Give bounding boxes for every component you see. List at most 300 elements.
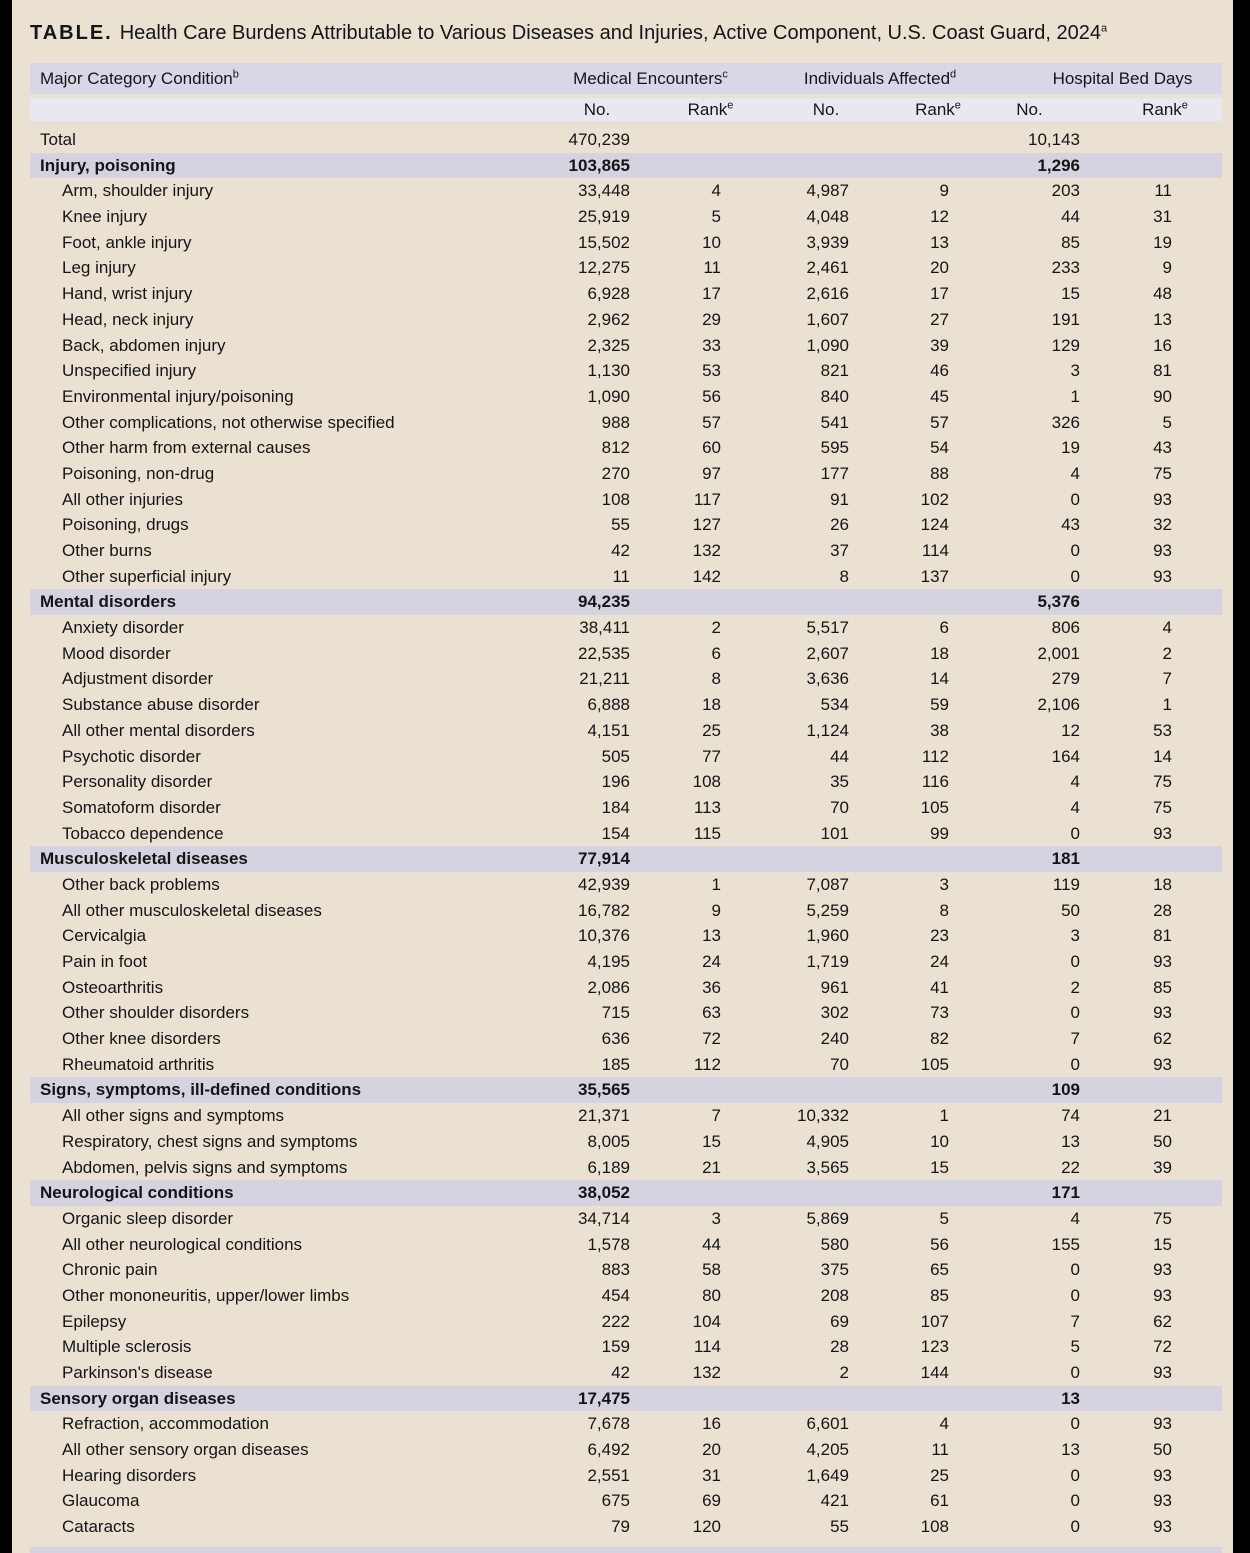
individuals-affected-rank-cell: 25 [930, 1465, 949, 1485]
individuals-affected-rank-cell: 15 [930, 1157, 949, 1177]
table-row-item [30, 1257, 1222, 1283]
table-row-item [30, 1283, 1222, 1309]
table-row-item [30, 1155, 1222, 1181]
individuals-affected-rank-cell: 112 [921, 746, 949, 766]
hospital-bed-days-rank-cell: 7 [1162, 669, 1172, 689]
table-row-item [30, 435, 1222, 461]
hospital-bed-days-no-cell: 0 [1070, 1285, 1080, 1305]
hospital-bed-days-no-cell: 7 [1070, 1311, 1080, 1331]
hospital-bed-days-no-cell: 0 [1070, 1491, 1080, 1511]
condition-cell: Respiratory, chest signs and symptoms [62, 1131, 358, 1151]
individuals-affected-rank-cell [861, 1077, 961, 1103]
individuals-affected-rank-cell: 123 [920, 1337, 949, 1357]
no-header-label: No. [1016, 100, 1043, 119]
individuals-affected-rank-cell: 116 [921, 772, 949, 792]
hospital-bed-days-rank-cell: 93 [1153, 1465, 1172, 1485]
condition-cell: Refraction, accommodation [62, 1414, 269, 1434]
hospital-bed-days-rank-cell [1092, 846, 1222, 872]
table-title-label: TABLE. [30, 22, 113, 44]
medical-encounters-rank-cell: 117 [693, 489, 721, 509]
hospital-bed-days-rank-cell: 1 [1162, 695, 1172, 715]
individuals-affected-no-cell: 240 [820, 1029, 849, 1049]
table-row-item [30, 1334, 1222, 1360]
individuals-affected-rank-cell: 41 [930, 977, 949, 997]
table-row-item [30, 281, 1222, 307]
data-table [30, 63, 1222, 1540]
hospital-bed-days-rank-cell: 4 [1162, 618, 1172, 638]
medical-encounters-rank-cell: 25 [702, 720, 721, 740]
condition-cell: Other complications, not otherwise specified [62, 412, 395, 432]
medical-encounters-no-cell: 21,371 [578, 1106, 630, 1126]
table-row-item [30, 333, 1222, 359]
medical-encounters-rank-cell [642, 846, 733, 872]
table-row-item [30, 718, 1222, 744]
rank-footnote-marker: e [1181, 99, 1188, 112]
condition-cell: Knee injury [62, 207, 148, 227]
individuals-affected-rank-cell [861, 153, 961, 179]
hospital-bed-days-no-cell: 4 [1070, 772, 1080, 792]
condition-cell: Rheumatoid arthritis [62, 1054, 215, 1074]
individuals-affected-no-cell: 4,987 [806, 181, 849, 201]
condition-cell: Other knee disorders [62, 1029, 221, 1049]
individuals-affected-rank-cell: 45 [930, 386, 949, 406]
individuals-affected-no-cell: 44 [830, 746, 849, 766]
individuals-affected-no-cell: 1,090 [806, 335, 849, 355]
individuals-affected-rank-cell: 144 [920, 1363, 949, 1382]
table-row-item [30, 1514, 1222, 1540]
medical-encounters-rank-cell: 36 [702, 977, 721, 997]
table-row-item [30, 615, 1222, 641]
individuals-affected-group-header [766, 63, 994, 94]
condition-cell: Somatoform disorder [62, 797, 221, 817]
hospital-bed-days-rank-cell [1092, 1180, 1222, 1206]
table-row-item [30, 1488, 1222, 1514]
table-row-item [30, 1463, 1222, 1489]
individuals-affected-no-cell: 821 [820, 361, 849, 381]
individuals-affected-no-cell: 2,616 [806, 284, 849, 304]
individuals-affected-no-cell: 55 [830, 1517, 849, 1537]
table-row-item [30, 358, 1222, 384]
individuals-affected-no-cell [733, 1386, 861, 1412]
individuals-affected-rank-cell: 12 [930, 207, 949, 227]
hospital-bed-days-group-header [992, 63, 1250, 94]
condition-footnote-marker: b [232, 68, 239, 81]
table-row-category [30, 1077, 1222, 1103]
table-row-category [30, 153, 1222, 179]
individuals-affected-rank-cell: 38 [930, 720, 949, 740]
hospital-bed-days-no-cell: 85 [1061, 232, 1080, 252]
medical-encounters-rank-cell: 120 [692, 1517, 721, 1537]
medical-encounters-no-cell: 6,928 [587, 284, 630, 304]
hospital-bed-days-no-header [964, 98, 1095, 121]
condition-cell: Environmental injury/poisoning [62, 386, 294, 406]
medical-encounters-rank-cell: 11 [703, 258, 721, 278]
condition-cell: Glaucoma [62, 1491, 140, 1511]
medical-encounters-no-cell: 883 [601, 1260, 630, 1280]
rank-header-label: Rank [915, 100, 955, 119]
hospital-bed-days-rank-cell: 13 [1153, 309, 1172, 329]
table-row-item [30, 821, 1222, 847]
individuals-affected-group-label: Individuals Affected [803, 69, 951, 88]
table-body [30, 127, 1222, 1540]
individuals-affected-rank-cell: 114 [921, 541, 949, 560]
condition-cell: Musculoskeletal diseases [40, 849, 248, 869]
individuals-affected-no-cell [733, 1077, 861, 1103]
individuals-affected-rank-cell: 61 [930, 1491, 949, 1511]
individuals-affected-rank-cell: 24 [930, 952, 949, 971]
hospital-bed-days-no-cell: 203 [1051, 181, 1080, 201]
hospital-bed-days-rank-cell: 15 [1153, 1234, 1172, 1254]
individuals-affected-rank-cell: 14 [930, 669, 949, 689]
condition-cell: Other burns [62, 541, 152, 560]
condition-column-header [30, 63, 540, 94]
hospital-bed-days-rank-cell: 93 [1153, 1285, 1172, 1305]
individuals-affected-no-cell: 1,124 [806, 720, 849, 740]
medical-encounters-rank-cell: 58 [702, 1260, 721, 1280]
table-title-text: Health Care Burdens Attributable to Various Diseases and Injuries, Active Component, U.S. Coast Guard, 2024 [119, 22, 1102, 44]
hospital-bed-days-rank-cell: 11 [1154, 181, 1172, 201]
individuals-affected-rank-cell: 6 [939, 618, 949, 638]
hospital-bed-days-rank-cell: 93 [1153, 952, 1172, 971]
hospital-bed-days-rank-cell: 43 [1153, 438, 1172, 458]
table-row-item [30, 461, 1222, 487]
individuals-affected-no-cell: 91 [830, 489, 849, 509]
individuals-affected-rank-cell: 13 [930, 232, 949, 252]
hospital-bed-days-rank-cell: 39 [1153, 1157, 1172, 1177]
individuals-affected-no-header [762, 98, 890, 121]
table-row-item [30, 410, 1222, 436]
hospital-bed-days-no-cell: 44 [1061, 207, 1080, 227]
hospital-bed-days-no-cell: 806 [1051, 618, 1080, 638]
hospital-bed-days-rank-cell [1092, 153, 1222, 179]
individuals-affected-rank-cell: 20 [930, 258, 949, 278]
condition-cell: Hearing disorders [62, 1465, 197, 1485]
condition-cell: Tobacco dependence [62, 823, 224, 843]
hospital-bed-days-rank-cell: 48 [1153, 284, 1172, 304]
hospital-bed-days-rank-cell: 93 [1153, 1491, 1172, 1511]
medical-encounters-no-cell: 77,914 [578, 849, 630, 869]
condition-cell: All other sensory organ diseases [62, 1440, 309, 1460]
medical-encounters-group-label: Medical Encounters [573, 69, 723, 88]
medical-encounters-no-cell: 17,475 [578, 1388, 630, 1408]
medical-encounters-rank-cell: 44 [702, 1234, 721, 1254]
hospital-bed-days-no-cell: 2,106 [1037, 695, 1080, 715]
hospital-bed-days-rank-cell: 21 [1153, 1106, 1172, 1126]
medical-encounters-rank-cell: 80 [702, 1285, 721, 1305]
hospital-bed-days-rank-cell: 75 [1153, 1208, 1172, 1228]
rank-footnote-marker: e [954, 99, 961, 112]
condition-cell: Poisoning, non-drug [62, 463, 215, 483]
medical-encounters-no-cell: 10,376 [578, 926, 630, 946]
individuals-affected-rank-cell [861, 846, 961, 872]
table-row-item [30, 692, 1222, 718]
medical-encounters-rank-cell: 3 [711, 1208, 721, 1228]
medical-encounters-rank-cell: 7 [711, 1106, 721, 1126]
medical-encounters-no-cell: 94,235 [578, 592, 630, 612]
rank-header-label: Rank [1142, 100, 1182, 119]
hospital-bed-days-no-cell: 4 [1070, 463, 1080, 483]
hospital-bed-days-rank-cell: 93 [1153, 489, 1172, 509]
hospital-bed-days-rank-cell: 93 [1153, 1517, 1172, 1537]
condition-column-header-label: Major Category Condition [40, 69, 233, 88]
hospital-bed-days-rank-cell: 93 [1153, 1054, 1172, 1074]
individuals-affected-no-cell: 1,607 [806, 309, 849, 329]
medical-encounters-no-cell: 675 [601, 1491, 630, 1511]
table-group-header-row [30, 63, 1222, 94]
individuals-affected-rank-cell: 99 [930, 823, 949, 843]
hospital-bed-days-rank-cell: 93 [1153, 541, 1172, 560]
individuals-affected-no-cell: 4,205 [806, 1440, 849, 1460]
hospital-bed-days-rank-cell: 93 [1153, 1414, 1172, 1434]
medical-encounters-rank-cell: 63 [702, 1003, 721, 1023]
hospital-bed-days-no-cell: 191 [1051, 309, 1080, 329]
hospital-bed-days-rank-cell: 93 [1153, 823, 1172, 843]
hospital-bed-days-no-cell: 2,001 [1037, 643, 1080, 663]
hospital-bed-days-no-cell: 1 [1070, 386, 1080, 406]
individuals-affected-rank-cell: 105 [920, 797, 949, 817]
table-row-category [30, 846, 1222, 872]
hospital-bed-days-no-cell: 181 [1051, 849, 1080, 869]
table-row-item [30, 795, 1222, 821]
individuals-affected-no-cell: 375 [820, 1260, 849, 1280]
medical-encounters-rank-cell: 24 [702, 952, 721, 971]
individuals-affected-rank-cell: 8 [939, 900, 949, 920]
hospital-bed-days-rank-cell: 16 [1153, 335, 1172, 355]
hospital-bed-days-rank-cell: 75 [1153, 463, 1172, 483]
no-header-label: No. [583, 100, 611, 119]
hospital-bed-days-no-cell: 3 [1070, 361, 1080, 381]
medical-encounters-rank-cell: 115 [693, 823, 721, 843]
medical-encounters-rank-cell: 5 [711, 207, 721, 227]
individuals-affected-no-cell: 101 [820, 823, 849, 843]
hospital-bed-days-rank-cell [1092, 1386, 1222, 1412]
medical-encounters-rank-cell: 132 [692, 541, 721, 560]
condition-cell: All other injuries [62, 489, 183, 509]
individuals-affected-no-cell: 8 [839, 566, 849, 586]
individuals-affected-no-cell: 5,517 [806, 618, 849, 638]
medical-encounters-rank-cell: 57 [702, 412, 721, 432]
condition-cell: Poisoning, drugs [62, 515, 189, 535]
medical-encounters-rank-cell [642, 1180, 733, 1206]
condition-cell: Parkinson's disease [62, 1363, 213, 1382]
individuals-affected-no-cell: 5,259 [806, 900, 849, 920]
medical-encounters-no-cell: 636 [601, 1029, 630, 1049]
medical-encounters-no-cell: 34,714 [578, 1208, 630, 1228]
hospital-bed-days-no-cell: 4 [1070, 1208, 1080, 1228]
hospital-bed-days-no-cell: 7 [1070, 1029, 1080, 1049]
medical-encounters-no-cell: 33,448 [578, 181, 630, 201]
condition-cell: Leg injury [62, 258, 136, 278]
medical-encounters-no-cell: 470,239 [568, 130, 630, 149]
hospital-bed-days-no-cell: 5,376 [1037, 592, 1080, 612]
hospital-bed-days-rank-cell: 85 [1153, 977, 1172, 997]
condition-cell: Head, neck injury [62, 309, 194, 329]
hospital-bed-days-rank-cell: 53 [1153, 720, 1172, 740]
individuals-affected-no-cell: 7,087 [806, 874, 849, 894]
medical-encounters-no-cell: 6,189 [587, 1157, 630, 1177]
medical-encounters-rank-cell: 108 [692, 772, 721, 792]
medical-encounters-no-cell: 2,325 [587, 335, 630, 355]
condition-cell: Sensory organ diseases [40, 1388, 236, 1408]
medical-encounters-no-cell: 79 [611, 1517, 630, 1537]
condition-cell: Total [40, 130, 76, 149]
hospital-bed-days-no-cell: 13 [1061, 1131, 1080, 1151]
hospital-bed-days-no-cell: 155 [1051, 1234, 1080, 1254]
medical-encounters-rank-header [665, 98, 756, 121]
medical-encounters-rank-cell: 60 [702, 438, 721, 458]
individuals-affected-no-cell: 3,939 [806, 232, 849, 252]
individuals-affected-rank-cell: 56 [930, 1234, 949, 1254]
medical-encounters-no-cell: 4,151 [587, 720, 630, 740]
condition-cell: Arm, shoulder injury [62, 181, 214, 201]
table-row-item [30, 307, 1222, 333]
individuals-affected-rank-cell: 108 [920, 1517, 949, 1537]
table-title [30, 22, 1107, 45]
medical-encounters-rank-cell: 10 [702, 232, 721, 252]
medical-encounters-group-header [554, 63, 747, 94]
individuals-affected-rank-cell: 73 [930, 1003, 949, 1023]
individuals-affected-no-cell [733, 153, 861, 179]
individuals-affected-no-cell: 2 [839, 1363, 849, 1382]
individuals-affected-no-cell: 26 [830, 515, 849, 535]
hospital-bed-days-group-label: Hospital Bed Days [1052, 69, 1193, 88]
hospital-bed-days-rank-cell: 18 [1153, 874, 1172, 894]
hospital-bed-days-rank-cell: 93 [1153, 566, 1172, 586]
hospital-bed-days-no-cell: 0 [1070, 952, 1080, 971]
table-row-item [30, 744, 1222, 770]
table-row-item [30, 1000, 1222, 1026]
hospital-bed-days-no-cell: 109 [1051, 1080, 1080, 1100]
individuals-affected-no-cell [733, 127, 861, 153]
individuals-affected-no-cell: 10,332 [797, 1106, 849, 1126]
hospital-bed-days-no-cell: 0 [1070, 1260, 1080, 1280]
medical-encounters-no-cell: 35,565 [578, 1080, 630, 1100]
medical-encounters-no-cell: 38,052 [578, 1183, 630, 1203]
hospital-bed-days-rank-cell: 5 [1162, 412, 1172, 432]
hospital-bed-days-rank-cell: 32 [1153, 515, 1172, 535]
individuals-affected-rank-cell: 54 [930, 438, 949, 458]
individuals-affected-rank-cell: 82 [930, 1029, 949, 1049]
hospital-bed-days-rank-cell: 93 [1153, 1003, 1172, 1023]
table-row-item [30, 1309, 1222, 1335]
medical-encounters-no-cell: 21,211 [579, 669, 630, 689]
individuals-affected-rank-cell: 9 [939, 181, 949, 201]
condition-cell: Adjustment disorder [62, 669, 214, 689]
hospital-bed-days-rank-cell: 9 [1162, 258, 1172, 278]
hospital-bed-days-rank-header [1100, 98, 1230, 121]
medical-encounters-rank-cell: 2 [711, 618, 721, 638]
individuals-affected-no-cell: 595 [820, 438, 849, 458]
medical-encounters-no-cell: 715 [601, 1003, 630, 1023]
individuals-affected-no-cell: 4,048 [806, 207, 849, 227]
hospital-bed-days-no-cell: 129 [1051, 335, 1080, 355]
individuals-affected-rank-cell: 88 [930, 463, 949, 483]
condition-cell: Signs, symptoms, ill-defined conditions [40, 1080, 362, 1100]
individuals-affected-rank-cell: 57 [930, 412, 949, 432]
hospital-bed-days-rank-cell: 28 [1153, 900, 1172, 920]
medical-encounters-rank-cell: 56 [702, 386, 721, 406]
medical-encounters-rank-cell [642, 153, 733, 179]
hospital-bed-days-rank-cell: 62 [1153, 1029, 1172, 1049]
individuals-affected-rank-cell [861, 589, 961, 615]
table-row-item [30, 1103, 1222, 1129]
individuals-affected-rank-cell: 59 [930, 695, 949, 715]
condition-cell: Cervicalgia [62, 926, 147, 946]
medical-encounters-no-cell: 154 [601, 823, 630, 843]
medical-encounters-no-cell: 55 [611, 515, 630, 535]
individuals-affected-rank-cell: 124 [920, 515, 949, 535]
medical-encounters-rank-cell: 72 [702, 1029, 721, 1049]
individuals-affected-rank-cell: 17 [930, 284, 949, 304]
condition-cell: Other back problems [62, 874, 220, 894]
bottom-row-band [30, 1547, 1222, 1553]
individuals-affected-rank-cell: 107 [920, 1311, 949, 1331]
individuals-affected-no-cell: 534 [820, 695, 849, 715]
individuals-affected-rank-cell [861, 127, 961, 153]
hospital-bed-days-no-cell: 233 [1051, 258, 1080, 278]
condition-cell: Unspecified injury [62, 361, 197, 381]
table-row-item [30, 538, 1222, 564]
table-subheader-row [30, 98, 1222, 121]
medical-encounters-rank-cell: 16 [702, 1414, 721, 1434]
medical-encounters-rank-cell: 17 [702, 284, 721, 304]
medical-encounters-no-header [546, 98, 648, 121]
hospital-bed-days-no-cell: 12 [1061, 720, 1080, 740]
hospital-bed-days-no-cell: 326 [1051, 412, 1080, 432]
hospital-bed-days-rank-cell: 19 [1153, 232, 1172, 252]
hospital-bed-days-rank-cell [1092, 127, 1222, 153]
table-row-item [30, 1129, 1222, 1155]
medical-encounters-no-cell: 12,275 [578, 258, 630, 278]
page-panel [12, 0, 1233, 1553]
medical-encounters-no-cell: 1,130 [587, 361, 630, 381]
rank-header-label: Rank [687, 100, 728, 119]
medical-encounters-no-cell: 454 [601, 1285, 630, 1305]
medical-encounters-rank-cell: 114 [693, 1337, 721, 1357]
hospital-bed-days-no-cell: 10,143 [1028, 130, 1080, 149]
individuals-affected-no-cell [733, 846, 861, 872]
medical-encounters-footnote-marker: c [722, 68, 728, 81]
medical-encounters-no-cell: 184 [601, 797, 630, 817]
medical-encounters-rank-cell [642, 1077, 733, 1103]
condition-cell: All other signs and symptoms [62, 1106, 285, 1126]
rank-footnote-marker: e [727, 99, 734, 112]
individuals-affected-rank-cell: 11 [931, 1440, 949, 1460]
table-row-item [30, 949, 1222, 975]
individuals-affected-rank-cell: 10 [930, 1131, 949, 1151]
hospital-bed-days-no-cell: 0 [1070, 1363, 1080, 1382]
medical-encounters-rank-cell: 21 [702, 1157, 721, 1177]
medical-encounters-rank-cell [642, 1386, 733, 1412]
medical-encounters-no-cell: 103,865 [568, 155, 630, 175]
condition-cell: Abdomen, pelvis signs and symptoms [62, 1157, 348, 1177]
hospital-bed-days-no-cell: 43 [1061, 515, 1080, 535]
individuals-affected-no-cell: 37 [830, 541, 849, 560]
individuals-affected-no-cell: 70 [830, 1054, 849, 1074]
table-row-item [30, 1360, 1222, 1386]
hospital-bed-days-no-cell: 0 [1070, 1054, 1080, 1074]
hospital-bed-days-rank-cell: 72 [1153, 1337, 1172, 1357]
table-row-category [30, 1180, 1222, 1206]
table-row-item [30, 872, 1222, 898]
medical-encounters-no-cell: 505 [601, 746, 630, 766]
medical-encounters-no-cell: 812 [601, 438, 630, 458]
condition-cell: Mental disorders [40, 592, 177, 612]
hospital-bed-days-no-cell: 0 [1070, 1414, 1080, 1434]
medical-encounters-no-cell: 159 [601, 1337, 630, 1357]
medical-encounters-rank-cell: 15 [702, 1131, 721, 1151]
medical-encounters-rank-cell: 112 [693, 1054, 721, 1074]
